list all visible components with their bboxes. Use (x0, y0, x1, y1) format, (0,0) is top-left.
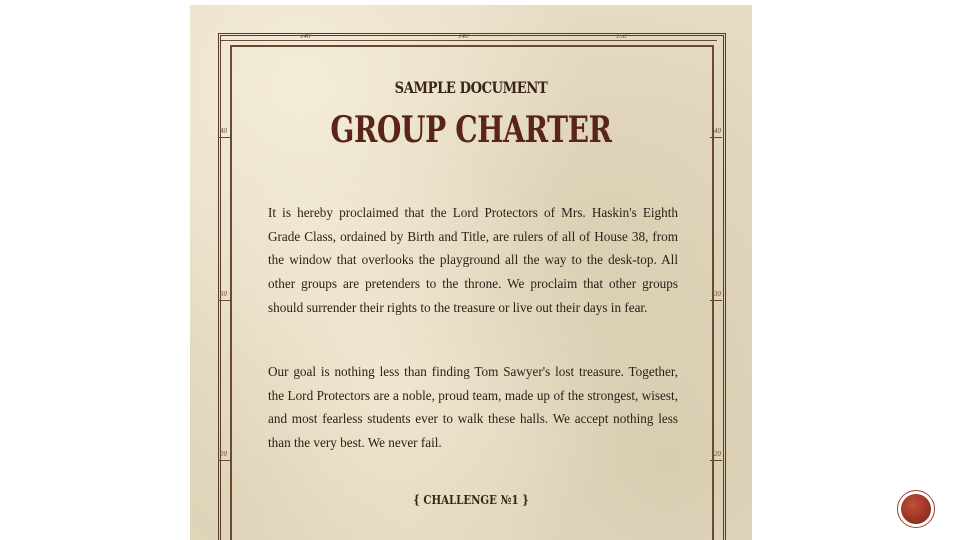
right-tick (710, 137, 722, 138)
left-scale-mark: 30 (220, 290, 227, 298)
right-scale-mark: 20 (714, 450, 721, 458)
top-scale-mark: 150 (616, 32, 627, 40)
left-tick (218, 137, 230, 138)
charter-paragraph: It is hereby proclaimed that the Lord Protectors of Mrs. Haskin's Eighth Grade Class, ordained by Birth and Title, are rulers of all of House 38, from the window that overlooks the playground all the way to the desk-top. All other groups are pretenders to the throne. We proclaim that other groups should surrender their rights to the treasure or live out their days in fear. (268, 205, 678, 315)
document-title: GROUP CHARTER (330, 109, 612, 151)
right-tick (710, 300, 722, 301)
slide-badge-icon (897, 490, 935, 528)
right-tick (710, 460, 722, 461)
right-scale-mark: 40 (714, 127, 721, 135)
left-tick (218, 300, 230, 301)
left-scale-mark: 40 (220, 127, 227, 135)
parchment-document (190, 5, 752, 540)
top-scale-rule (221, 40, 717, 41)
top-scale-mark: 140 (300, 32, 311, 40)
left-scale-mark: 20 (220, 450, 227, 458)
document-subtitle: SAMPLE DOCUMENT (394, 78, 548, 97)
charter-paragraph: Our goal is nothing less than finding Tom Sawyer's lost treasure. Together, the Lord Protectors are a noble, proud team, made up of the strongest, wisest, and most fearless students ever to walk these halls. We accept nothing less than the very best. We never fail. (268, 364, 678, 451)
right-scale-mark: 30 (714, 290, 721, 298)
challenge-heading: { CHALLENGE №1 } (413, 493, 529, 507)
badge-circle (901, 494, 931, 524)
top-scale-mark: 140 (458, 32, 469, 40)
left-tick (218, 460, 230, 461)
